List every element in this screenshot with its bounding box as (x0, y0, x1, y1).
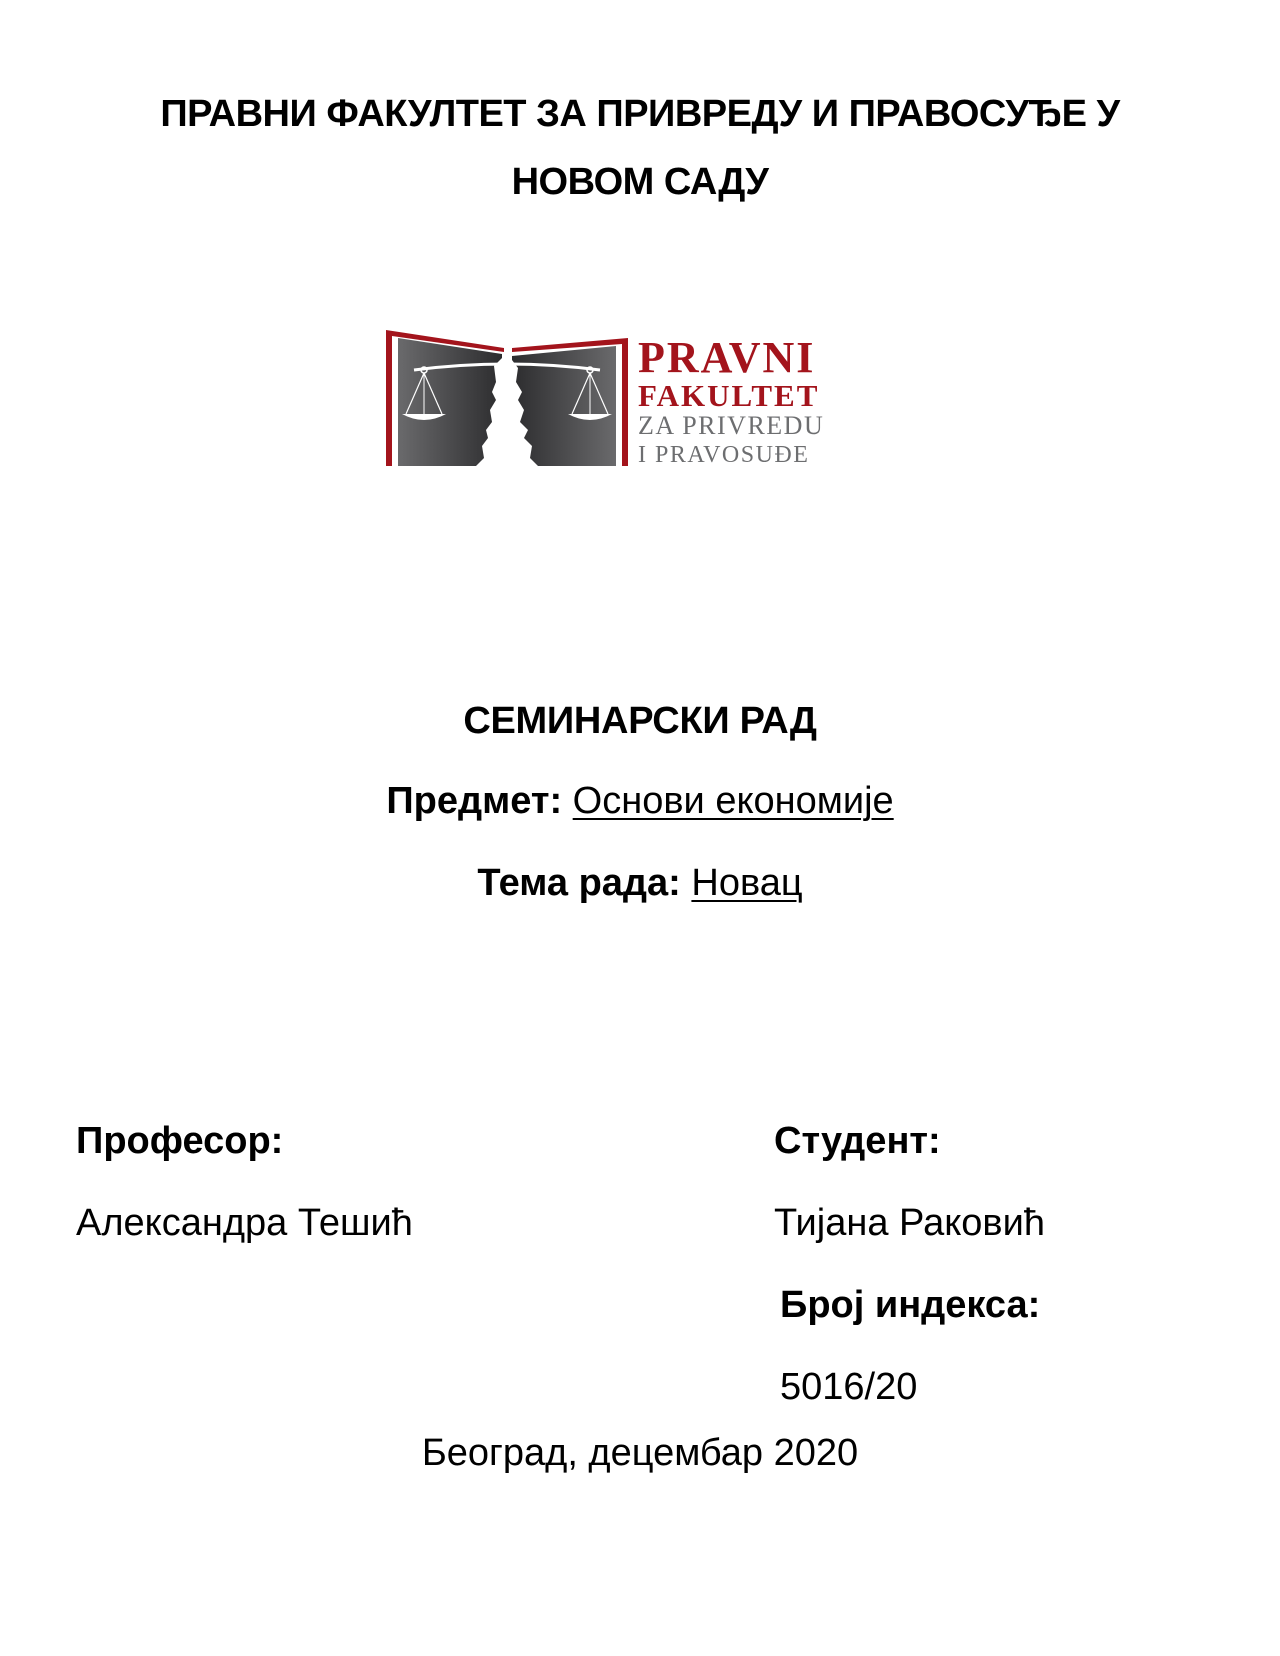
topic-value: Новац (691, 862, 803, 904)
student-block (774, 1100, 1045, 1428)
topic-label: Тема рада: (477, 862, 681, 904)
seminar-title: СЕМИНАРСКИ РАД (463, 700, 817, 742)
professor-block (76, 1100, 413, 1264)
topic-line (0, 862, 1280, 905)
faculty-logo (384, 326, 914, 470)
index-number-label: Број индекса: (780, 1284, 1041, 1326)
index-number-value: 5016/20 (780, 1366, 918, 1408)
logo-text-line-3: ZA PRIVREDU (638, 411, 825, 440)
student-label: Студент: (774, 1120, 941, 1162)
place-and-date: Београд, децембар 2020 (421, 1432, 859, 1474)
faculty-title-line-1: ПРАВНИ ФАКУЛТЕТ ЗА ПРИВРЕДУ И ПРАВОСУЂЕ У (160, 93, 1120, 135)
professor-name: Александра Тешић (76, 1202, 413, 1244)
subject-value: Основи економије (572, 780, 894, 822)
faculty-title-line-2: НОВОМ САДУ (511, 161, 769, 203)
student-name: Тијана Раковић (774, 1202, 1045, 1244)
logo-text-line-4: I PRAVOSUĐE (638, 442, 810, 468)
open-book-scales-faces-icon (384, 326, 914, 470)
subject-line (0, 780, 1280, 823)
professor-label: Професор: (76, 1120, 284, 1162)
faculty-title (0, 80, 1280, 216)
subject-label: Предмет: (386, 780, 563, 822)
logo-text-line-1: PRAVNI (638, 333, 816, 382)
logo-text-line-2: FAKULTET (638, 378, 820, 413)
